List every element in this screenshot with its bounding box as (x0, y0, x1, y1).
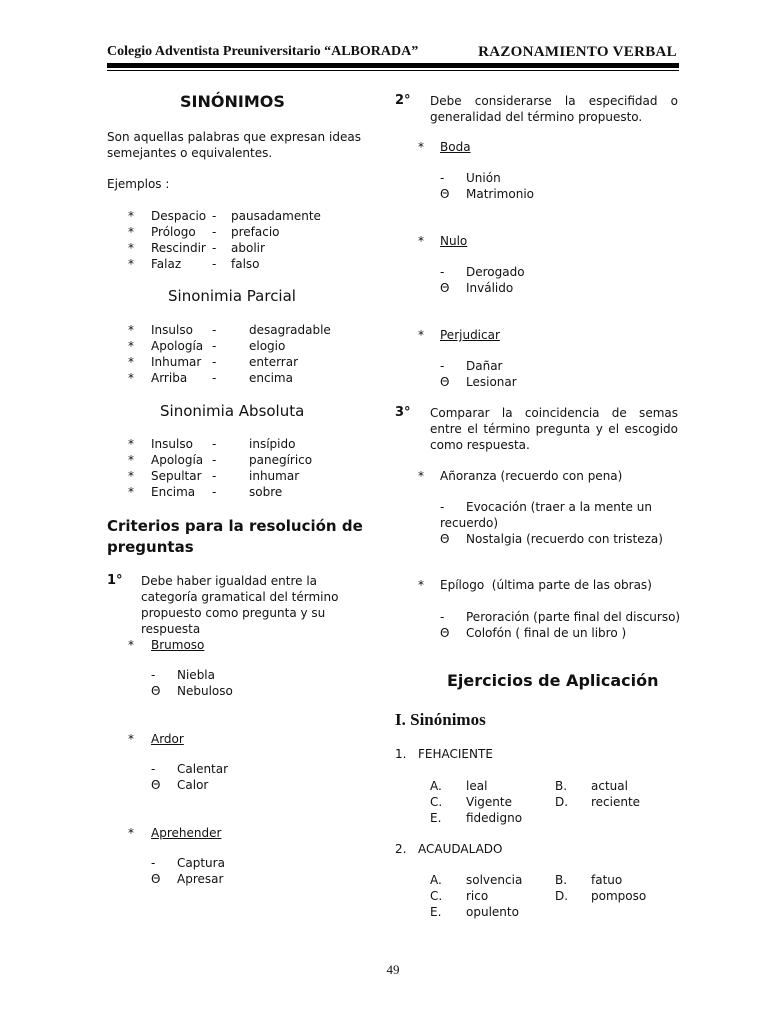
synonym: desagradable (249, 323, 331, 337)
question-word: FEHACIENTE (418, 747, 493, 761)
answer-text: Nostalgia (recuerdo con tristeza) (466, 532, 663, 546)
answer-text: Colofón ( final de un libro ) (466, 626, 627, 640)
option-mark: - (151, 856, 156, 870)
term: Despacio (151, 209, 207, 223)
dash: - (212, 469, 217, 483)
term: Rescindir (151, 241, 206, 255)
synonym: prefacio (231, 225, 280, 239)
criterion-number: 3° (395, 405, 411, 420)
section-heading-absoluta: Sinonimia Absoluta (160, 402, 305, 420)
term: Apología (151, 453, 204, 467)
term: Sepultar (151, 469, 202, 483)
answer-text: Matrimonio (466, 187, 534, 201)
subject-title: RAZONAMIENTO VERBAL (478, 44, 677, 60)
option-text[interactable]: reciente (591, 795, 641, 809)
option-mark: - (440, 610, 445, 624)
option-text[interactable]: leal (466, 779, 488, 793)
option-mark: - (151, 668, 156, 682)
option-text[interactable]: fatuo (591, 873, 623, 887)
school-name: Colegio Adventista Preuniversitario “ALBORADA” (107, 44, 419, 59)
option-letter[interactable]: C. (430, 795, 443, 809)
page-title: SINÓNIMOS (180, 92, 285, 111)
bullet: * (128, 485, 134, 499)
question-number: 2. (395, 842, 407, 856)
example-word: Nulo (440, 234, 468, 248)
criterion-text: Debe haber igualdad entre la categoría gramatical del término propuesto como pregunta y su respuesta (141, 574, 339, 636)
synonym: pausadamente (231, 209, 321, 223)
option-letter[interactable]: C. (430, 889, 443, 903)
option-letter[interactable]: E. (430, 905, 442, 919)
synonym: elogio (249, 339, 286, 353)
answer-text: Calor (177, 778, 209, 792)
synonym: panegírico (249, 453, 313, 467)
bullet: * (128, 257, 134, 271)
criterion-number: 2° (395, 93, 411, 108)
option-mark: - (440, 359, 445, 373)
dash: - (212, 453, 217, 467)
question-number: 1. (395, 747, 407, 761)
option-letter[interactable]: B. (555, 873, 568, 887)
dash: - (212, 437, 217, 451)
example-word: Boda (440, 140, 471, 154)
answer-mark: Θ (440, 375, 450, 389)
synonym: enterrar (249, 355, 299, 369)
answer-mark: Θ (151, 872, 161, 886)
bullet: * (128, 732, 134, 746)
bullet: * (128, 241, 134, 255)
answer-text: Lesionar (466, 375, 517, 389)
option-letter[interactable]: A. (430, 873, 442, 887)
bullet: * (128, 638, 134, 652)
option-text-continued: recuerdo) (440, 516, 499, 530)
answer-text: Inválido (466, 281, 514, 295)
answer-mark: Θ (440, 626, 450, 640)
example-word: Aprehender (151, 826, 222, 840)
example-word: Epílogo (última parte de las obras) (440, 578, 652, 592)
dash: - (212, 355, 217, 369)
bullet: * (418, 140, 424, 154)
bullet: * (128, 437, 134, 451)
exercises-heading: Ejercicios de Aplicación (447, 671, 659, 690)
dash: - (212, 371, 217, 385)
bullet: * (418, 234, 424, 248)
term: Apología (151, 339, 204, 353)
answer-mark: Θ (440, 532, 450, 546)
example-word: Brumoso (151, 638, 205, 652)
term: Insulso (151, 437, 193, 451)
example-word: Añoranza (recuerdo con pena) (440, 469, 623, 483)
option-text[interactable]: solvencia (466, 873, 523, 887)
answer-mark: Θ (440, 187, 450, 201)
dash: - (212, 225, 217, 239)
dash: - (212, 257, 217, 271)
option-mark: - (440, 265, 445, 279)
synonym: falso (231, 257, 260, 271)
synonym: abolir (231, 241, 265, 255)
option-text: Derogado (466, 265, 525, 279)
example-word: Ardor (151, 732, 184, 746)
option-text[interactable]: rico (466, 889, 489, 903)
synonym: inhumar (249, 469, 300, 483)
criteria-heading: Criterios para la resolución de preguntas (107, 517, 363, 556)
option-mark: - (440, 500, 445, 514)
dash: - (212, 209, 217, 223)
synonym: encima (249, 371, 293, 385)
term: Insulso (151, 323, 193, 337)
option-text: Captura (177, 856, 225, 870)
option-text[interactable]: fidedigno (466, 811, 523, 825)
bullet: * (128, 323, 134, 337)
option-text: Dañar (466, 359, 503, 373)
option-mark: - (151, 762, 156, 776)
option-mark: - (440, 171, 445, 185)
option-letter[interactable]: B. (555, 779, 568, 793)
page-number: 49 (386, 962, 400, 977)
dash: - (212, 241, 217, 255)
criterion-text: Comparar la coincidencia de semas entre el término pregunta y el escogido como respuesta. (430, 406, 678, 452)
option-letter[interactable]: D. (555, 795, 569, 809)
option-letter[interactable]: D. (555, 889, 569, 903)
synonym: sobre (249, 485, 283, 499)
examples-label: Ejemplos : (107, 177, 170, 191)
option-text[interactable]: opulento (466, 905, 519, 919)
option-letter[interactable]: E. (430, 811, 442, 825)
bullet: * (128, 209, 134, 223)
answer-mark: Θ (440, 281, 450, 295)
option-text: Peroración (parte final del discurso) (466, 610, 681, 624)
option-letter[interactable]: A. (430, 779, 442, 793)
option-text: Evocación (traer a la mente un (466, 500, 652, 514)
dash: - (212, 339, 217, 353)
criterion-number: 1° (107, 573, 123, 588)
answer-mark: Θ (151, 778, 161, 792)
bullet: * (418, 578, 424, 592)
bullet: * (128, 453, 134, 467)
header-rule-thin (107, 70, 679, 71)
term: Inhumar (151, 355, 202, 369)
bullet: * (128, 469, 134, 483)
bullet: * (418, 469, 424, 483)
dash: - (212, 485, 217, 499)
bullet: * (418, 328, 424, 342)
exercise-section-title: I. Sinónimos (395, 710, 486, 729)
bullet: * (128, 826, 134, 840)
dash: - (212, 323, 217, 337)
option-text: Calentar (177, 762, 229, 776)
term: Arriba (151, 371, 188, 385)
answer-mark: Θ (151, 684, 161, 698)
bullet: * (128, 339, 134, 353)
section-heading-parcial: Sinonimia Parcial (168, 287, 296, 305)
definition-text: Son aquellas palabras que expresan ideas semejantes o equivalentes. (107, 130, 361, 160)
option-text[interactable]: actual (591, 779, 628, 793)
bullet: * (128, 355, 134, 369)
term: Encima (151, 485, 196, 499)
bullet: * (128, 371, 134, 385)
synonym: insípido (249, 437, 296, 451)
answer-text: Apresar (177, 872, 224, 886)
option-text: Niebla (177, 668, 215, 682)
example-word: Perjudicar (440, 328, 500, 342)
option-text: Unión (466, 171, 501, 185)
option-text[interactable]: Vigente (466, 795, 512, 809)
option-text[interactable]: pomposo (591, 889, 647, 903)
term: Prólogo (151, 225, 196, 239)
answer-text: Nebuloso (177, 684, 233, 698)
term: Falaz (151, 257, 182, 271)
criterion-text: Debe considerarse la especifidad o generalidad del término propuesto. (430, 94, 678, 124)
question-word: ACAUDALADO (418, 842, 503, 856)
header-rule (107, 63, 679, 68)
bullet: * (128, 225, 134, 239)
